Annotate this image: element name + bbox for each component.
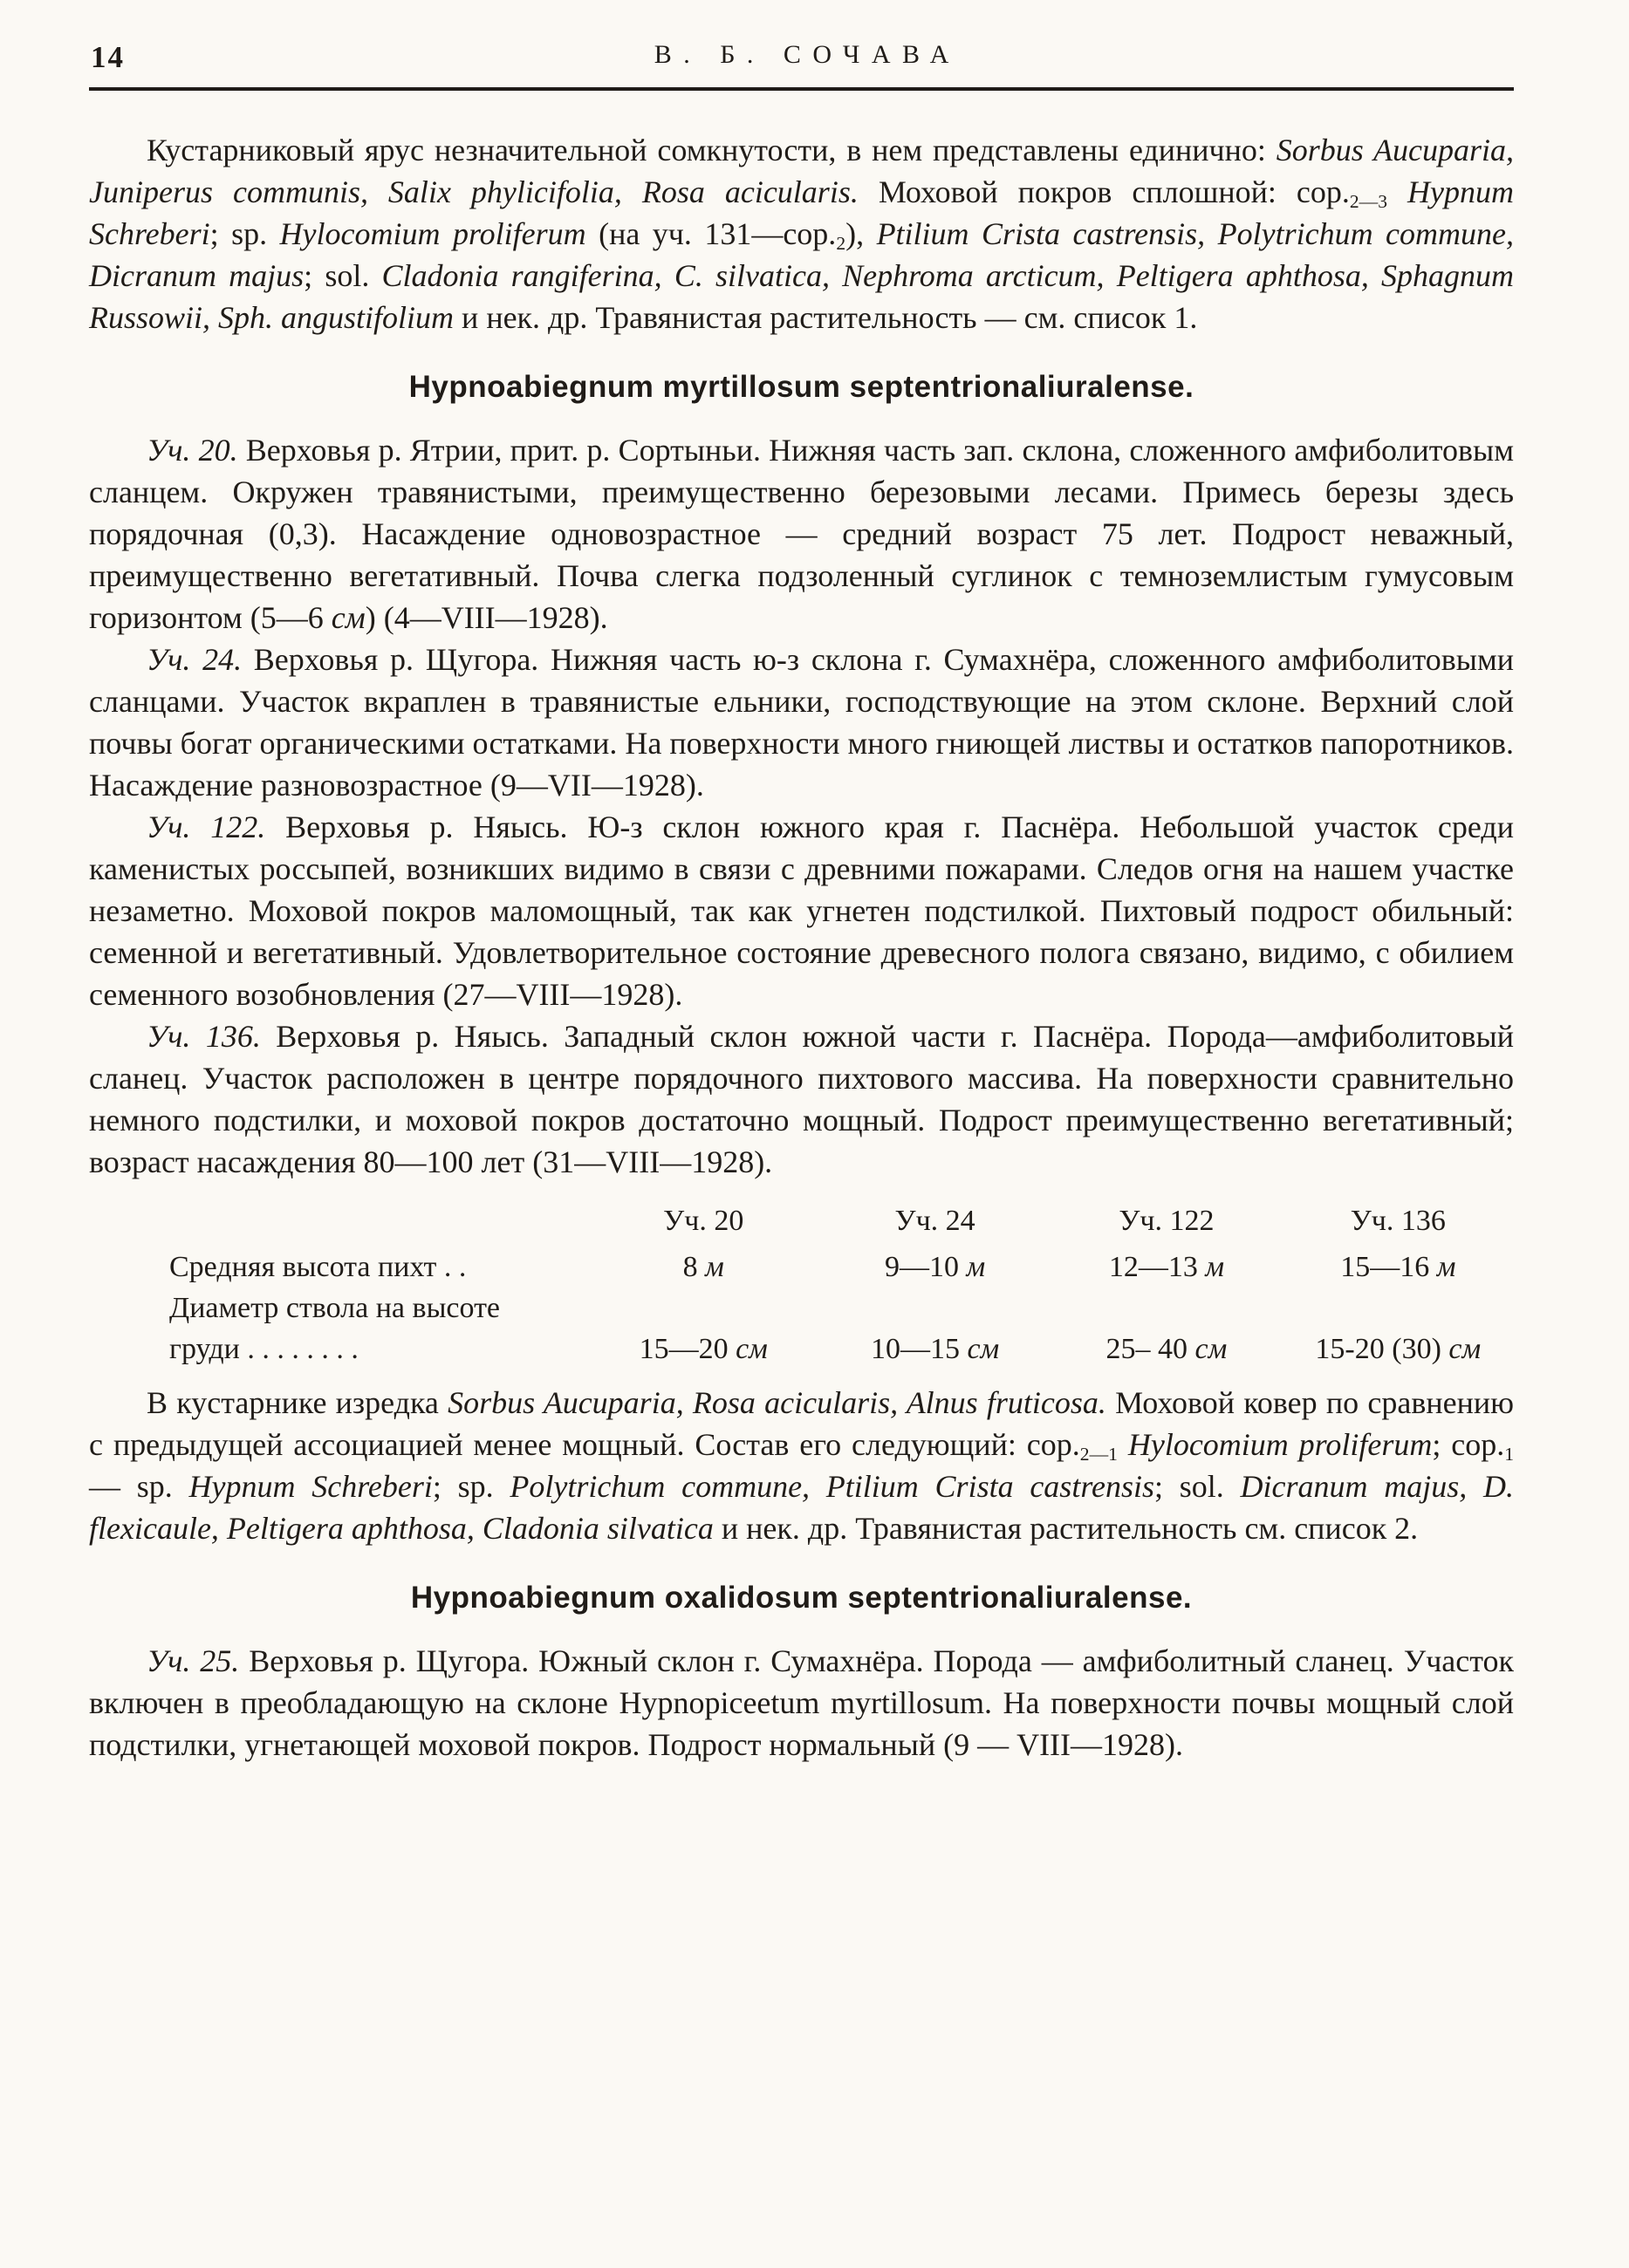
paragraph-plot-25: Уч. 25. Верховья р. Щугора. Южный склон г. Сумахнёра. Порода — амфиболитный сланец. Участок включен в преобладающую на склоне Hypnopiceetum myrtillosum. На поверхности почвы мощный слой подстилки, угнетающей моховой покров. Подрост нормальный (9 — VIII—1928). bbox=[89, 1643, 1515, 1762]
col-header-uch-24: Уч. 24 bbox=[894, 1205, 975, 1237]
table-row-avg-height bbox=[89, 1247, 1514, 1288]
row-label-diameter-line2: груди . . . . . . . . bbox=[169, 1333, 359, 1365]
page-number: 14 bbox=[91, 40, 125, 74]
cell-height-uch-136: 15—16 м bbox=[1340, 1251, 1456, 1283]
cell-diameter-uch-122: 25– 40 см bbox=[1105, 1333, 1228, 1365]
paragraph-shrub-moss-cover: В кустарнике изредка Sorbus Aucuparia, Rosa acicularis, Alnus fruticosa. Моховой ковер по сравнению с предыдущей ассоциацией менее мощный. Состав его следующий: $cop._{2—1}$ Hylocomium proliferum; $cop._1$ — sp. Hypnum Schreberi; sp. Polytrichum commune, Ptilium Crista castrensis; sol. Dicranum majus, D. flexicaule, Peltigera aphthosa, Cladonia silvatica и нек. др. Травянистая растительность см. список 2. bbox=[89, 1385, 1515, 1546]
col-header-uch-136: Уч. 136 bbox=[1350, 1205, 1446, 1237]
table-row-diameter-values bbox=[89, 1329, 1514, 1370]
stats-table bbox=[89, 1200, 1514, 1370]
section-heading-myrtillosum: Hypnoabiegnum myrtillosum septentrionaliuralense. bbox=[408, 370, 1194, 404]
cell-diameter-uch-136: 15-20 (30) см bbox=[1315, 1333, 1482, 1365]
paragraph-shrub-layer: Кустарниковый ярус незначительной сомкнутости, в нем представлены единично: Sorbus Aucuparia, Juniperus communis, Salix phylicifolia, Rosa acicularis. Моховой покров сплошной: $cop._{2—3}$ Hypnum Schreberi; sp. Hylocomium proliferum (на уч. $131—cop._2$), Ptilium Crista castrensis, Polytrichum commune, Dicranum majus; sol. Cladonia rangiferina, C. silvatica, Nephroma arcticum, Peltigera aphthosa, Sphagnum Russowii, Sph. angustifolium и нек. др. Травянистая растительность — см. список 1. bbox=[89, 133, 1515, 335]
table-header-row bbox=[89, 1200, 1514, 1247]
cell-height-uch-20: 8 м bbox=[682, 1251, 724, 1283]
paragraph-plot-24: Уч. 24. Верховья р. Щугора. Нижняя часть ю-з склона г. Сумахнёра, сложенного амфиболитовыми сланцами. Участок вкраплен в травянистые ельники, господствующие на этом склоне. Верхний слой почвы богат органическими остатками. На поверхности много гниющей листвы и остатков папоротников. Насаждение разновозрастное (9—VII—1928). bbox=[89, 642, 1514, 803]
section-heading-oxalidosum: Hypnoabiegnum oxalidosum septentrionaliuralense. bbox=[410, 1581, 1193, 1615]
page-header bbox=[89, 40, 1514, 80]
col-header-uch-122: Уч. 122 bbox=[1119, 1205, 1215, 1237]
row-label-avg-height: Средняя высота пихт . . bbox=[169, 1251, 467, 1283]
paragraph-plot-20: Уч. 20. Верховья р. Ятрии, прит. р. Сортыньи. Нижняя часть зап. склона, сложенного амфиболитовым сланцем. Окружен травянистыми, преимущественно березовыми лесами. Примесь березы здесь порядочная (0,3). Насаждение одновозрастное — средний возраст 75 лет. Подрост неважный, преимущественно вегетативный. Почва слегка подзоленный суглинок с темноземлистым гумусовым горизонтом (5—6 см) (4—VIII—1928). bbox=[89, 433, 1514, 635]
table-row-diameter-label bbox=[89, 1288, 1514, 1329]
running-title: В. Б. СОЧАВА bbox=[654, 40, 961, 69]
cell-diameter-uch-24: 10—15 см bbox=[870, 1333, 1000, 1365]
table-corner-cell bbox=[89, 1200, 588, 1247]
paragraph-plot-122: Уч. 122. Верховья р. Няысь. Ю-з склон южного края г. Паснёра. Небольшой участок среди каменистых россыпей, возникших видимо в связи с древними пожарами. Следов огня на нашем участке незаметно. Моховой покров маломощный, так как угнетен подстилкой. Пихтовый подрост обильный: семенной и вегетативный. Удовлетворительное состояние древесного полога связано, видимо, с обилием семенного возобновления (27—VIII—1928). bbox=[89, 810, 1514, 1012]
col-header-uch-20: Уч. 20 bbox=[663, 1205, 744, 1237]
header-rule bbox=[89, 87, 1514, 91]
paragraph-plot-136: Уч. 136. Верховья р. Няысь. Западный склон южной части г. Паснёра. Порода—амфиболитовый сланец. Участок расположен в центре порядочного пихтового массива. На поверхности сравнительно немного подстилки, и моховой покров достаточно мощный. Подрост преимущественно вегетативный; возраст насаждения 80—100 лет (31—VIII—1928). bbox=[89, 1019, 1514, 1179]
row-label-diameter-line1: Диаметр ствола на высоте bbox=[169, 1292, 501, 1324]
cell-height-uch-122: 12—13 м bbox=[1108, 1251, 1225, 1283]
cell-diameter-uch-20: 15—20 см bbox=[639, 1333, 768, 1365]
cell-height-uch-24: 9—10 м bbox=[884, 1251, 986, 1283]
